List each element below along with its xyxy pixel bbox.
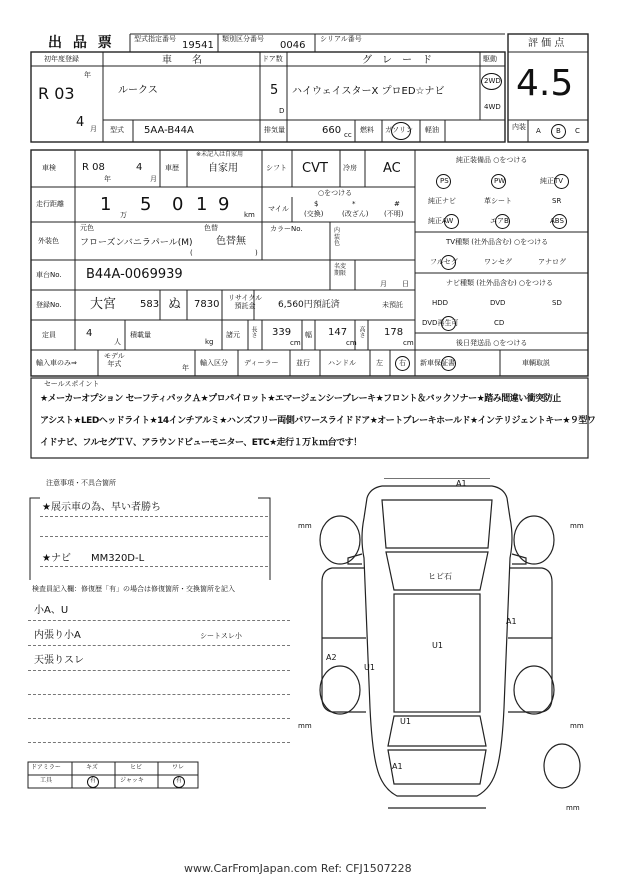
legend-tools: 工具	[40, 777, 53, 784]
inspector-rule-3	[28, 670, 290, 671]
sales-line-1: ★メーカーオプション セーフティパックＡ★プロパイロット★エマージェンシーブレーキ★フロント＆バックソナー★踏み間違い衝突防止	[40, 394, 561, 404]
name-change-label: 名変 期限	[334, 263, 347, 277]
mileage-label: 走行距離	[36, 200, 64, 208]
first-reg-month-suffix: 月	[90, 125, 97, 133]
import-label: 輸入車のみ⇒	[36, 359, 77, 367]
color-orig-label: 元色	[80, 224, 94, 232]
legend-door-mirror: ドアミラー	[31, 764, 61, 771]
navi-cd: CD	[494, 319, 505, 327]
interior-grade-circle	[551, 124, 566, 139]
registration-num2: 7830	[194, 299, 220, 310]
recycle-value: 6,560円預託済	[278, 300, 340, 310]
mileage-opt2-sym: *	[352, 200, 356, 208]
usage-label: 車歴	[165, 164, 179, 172]
light-oil-label: 軽油	[425, 126, 439, 134]
inspection-year-suffix: 年	[104, 175, 111, 183]
capacity-label: 定員	[42, 331, 56, 339]
inspector-rule-2	[28, 645, 290, 646]
equip-leather: 革シート	[484, 197, 512, 205]
inspector-rule-6	[28, 742, 290, 743]
registration-kana: ぬ	[168, 297, 182, 312]
color-code-value: 色替無	[216, 236, 246, 247]
diagram-mm-rr: mm	[570, 722, 584, 730]
equip-genuine-tv-circle	[554, 174, 569, 189]
drive-2wd: 2WD	[484, 77, 501, 85]
footer-watermark: www.CarFromJapan.com Ref: CFJ1507228	[184, 862, 412, 875]
mileage-digit-5: 9	[218, 194, 230, 215]
shift-value: CVT	[302, 161, 328, 176]
length-value: 339	[272, 327, 292, 338]
diagram-window-note: ヒビ石	[428, 572, 452, 581]
height-label: 高さ	[358, 326, 365, 338]
navi-dvd: DVD	[490, 299, 506, 307]
tv-fullseg: フルセグ	[430, 258, 458, 266]
diagram-right-a1: A1	[506, 617, 517, 626]
import-type-label: 輸入区分	[200, 359, 228, 367]
later-manual: 車輌取説	[522, 359, 550, 367]
car-name-label: 車 名	[162, 55, 202, 66]
capacity-unit: 人	[114, 338, 121, 346]
equip-ps-circle	[436, 174, 451, 189]
legend-tools-have: 有	[90, 777, 97, 784]
fuel-circle	[391, 122, 411, 140]
navi-type-label: ナビ種類 (社外品含む) ○をつける	[446, 279, 554, 287]
inspector-rule-4	[28, 694, 290, 695]
model-label: 型式	[110, 126, 124, 134]
equip-aw-circle	[444, 214, 459, 229]
inspection-era: R 08	[82, 162, 105, 173]
handle-label: ハンドル	[328, 359, 356, 367]
equip-pw-circle	[491, 174, 506, 189]
width-label: 幅	[305, 331, 312, 339]
diagram-left-u1: U1	[364, 663, 375, 672]
mileage-km: km	[244, 211, 255, 219]
fuel-value: ガソリン	[385, 126, 413, 134]
equip-sr: SR	[552, 197, 562, 205]
diagram-center-u1: U1	[432, 641, 443, 650]
mileage-circle-note: ○をつける	[318, 189, 353, 197]
equip-genuine-tv: 純正TV	[540, 177, 564, 185]
color-paren-close: )	[255, 249, 258, 257]
equip-abs-circle	[552, 214, 567, 229]
caution-line-2: ★ナビ MM320D-L	[42, 553, 145, 564]
inspection-month-suffix: 月	[150, 175, 157, 183]
disp-label: 排気量	[264, 126, 285, 134]
first-reg-year-suffix: 年	[84, 71, 91, 79]
inspection-label: 車検	[42, 164, 56, 172]
ac-label: 冷房	[343, 164, 357, 172]
width-unit: cm	[346, 339, 357, 347]
tv-fullseg-circle	[441, 255, 456, 270]
registration-place: 大宮	[90, 297, 117, 312]
mileage-digit-1: 1	[100, 194, 112, 215]
equip-genuine-navi: 純正ナビ	[428, 197, 456, 205]
mileage-digit-2: 5	[140, 194, 152, 215]
shift-label: シフト	[266, 164, 287, 172]
diagram-mm-spare: mm	[566, 804, 580, 812]
usage-note: ※未記入は自家用	[196, 151, 244, 158]
inspector-line-3: 天張りスレ	[34, 655, 84, 666]
handle-right-circle	[395, 356, 410, 371]
length-label: 長さ	[250, 326, 257, 338]
inspector-line-2b: シートスレ小	[200, 632, 242, 640]
diagram-mm-fr: mm	[570, 522, 584, 530]
name-change-month: 月	[380, 280, 387, 288]
caution-line-1: ★展示車の為、早い者勝ち	[42, 502, 161, 513]
navi-sd: SD	[552, 299, 562, 307]
navi-dvd-play: DVD再生可	[422, 319, 459, 327]
mileage-opt1-sym: $	[314, 200, 319, 208]
vehicle-diagram	[292, 478, 592, 818]
color-label: 外装色	[38, 237, 59, 245]
recycle-unpaid: 未預託	[382, 301, 403, 309]
registration-label: 登録No.	[36, 301, 62, 309]
caution-rule-3	[40, 566, 268, 567]
usage-value: 自家用	[208, 163, 238, 174]
legend-tools-circle	[87, 776, 99, 788]
later-warranty: 新車保証書	[420, 359, 455, 367]
chassis-value: B44A-0069939	[86, 267, 183, 282]
import-parallel: 並行	[296, 359, 310, 367]
interior-grade-c: C	[575, 127, 580, 135]
recycle-label: リサイクル 預託金	[228, 294, 263, 310]
serial-label: シリアル番号	[320, 35, 362, 43]
load-label: 積載量	[130, 331, 151, 339]
chassis-label: 車台No.	[36, 271, 62, 279]
first-reg-era: R 03	[38, 84, 75, 103]
equip-airbag: エアB	[490, 217, 509, 225]
model-value: 5AA-B44A	[144, 125, 194, 136]
navi-hdd: HDD	[432, 299, 449, 307]
model-cert-label: 型式指定番号	[134, 35, 176, 43]
diagram-top-a1: A1	[456, 479, 467, 488]
legend-crack: ヒビ	[130, 764, 143, 771]
legend-jack-have: 有	[176, 777, 183, 784]
color-code-label: 色替	[204, 224, 218, 232]
equip-pw: PW	[494, 177, 506, 185]
model-cert-value: 19541	[182, 40, 214, 51]
disp-value: 660	[322, 125, 342, 136]
tv-analog: アナログ	[538, 258, 566, 266]
later-warranty-circle	[441, 356, 456, 371]
color-paren-open: (	[190, 249, 193, 257]
disp-unit: cc	[344, 131, 352, 139]
grade-value: ハイウェイスターX プロED☆ナビ	[292, 86, 445, 97]
equip-abs: ABS	[550, 217, 564, 225]
interior-grade-b: B	[556, 127, 561, 135]
door-type: D	[279, 107, 285, 115]
inspector-rule-1	[28, 620, 290, 621]
height-unit: cm	[403, 339, 414, 347]
capacity-value: 4	[86, 328, 93, 339]
equip-genuine-aw: 純正AW	[428, 217, 454, 225]
import-dealer: ディーラー	[244, 359, 279, 367]
tv-oneseg: ワンセグ	[484, 258, 512, 266]
name-change-day: 日	[402, 280, 409, 288]
navi-dvd-play-circle	[441, 316, 456, 331]
mileage-digit-4: 1	[196, 194, 208, 215]
later-ship-label: 後日発送品 ○をつける	[456, 339, 528, 347]
first-reg-month: 4	[76, 115, 85, 130]
diagram-mm-rl: mm	[298, 722, 312, 730]
equip-ps: PS	[440, 177, 449, 185]
color-orig-value: フローズンバニラパール(M)	[80, 238, 193, 248]
legend-jack: ジャッキ	[120, 777, 144, 784]
caution-rule-2	[40, 536, 268, 537]
mileage-opt3-sym: #	[394, 200, 400, 208]
inspection-month: 4	[136, 162, 143, 173]
first-reg-label: 初年度登録	[44, 55, 79, 63]
inspector-line-2a: 内張り小A	[34, 630, 81, 641]
legend-broken: ワレ	[172, 764, 185, 771]
doors-value: 5	[270, 83, 279, 98]
drive-label: 駆動	[483, 55, 497, 63]
drive-4wd: 4WD	[484, 103, 501, 111]
registration-num1: 583	[140, 299, 160, 310]
mileage-mile-label: マイル	[268, 205, 289, 213]
mileage-opt1-label: (交換)	[304, 210, 324, 218]
diagram-rear-u1: U1	[400, 717, 411, 726]
inspector-line-1: 小A、U	[34, 605, 69, 616]
height-value: 178	[384, 327, 404, 338]
caution-label: 注意事項・不具合箇所	[46, 479, 116, 487]
diagram-bottom-a1: A1	[392, 762, 403, 771]
class-label: 類別区分番号	[222, 35, 264, 43]
tv-type-label: TV種類 (社外品含む) ○をつける	[446, 238, 549, 246]
mileage-digit-3: 0	[172, 194, 184, 215]
class-value: 0046	[280, 40, 306, 51]
dimension-label: 諸元	[226, 331, 240, 339]
score-value: 4.5	[516, 63, 574, 104]
handle-right: 右	[399, 359, 406, 367]
sales-line-3: イドナビ、フルセグＴＶ、アラウンドビューモニター、ETC★走行１万ｋｍ台です！	[40, 438, 362, 448]
ac-value: AC	[383, 161, 401, 176]
diagram-left-a2: A2	[326, 653, 337, 662]
legend-jack-circle	[173, 776, 185, 788]
equip-airbag-circle	[495, 214, 510, 229]
interior-grade-a: A	[536, 127, 541, 135]
doors-label: ドア数	[262, 55, 283, 63]
legend-scratch: キズ	[86, 764, 98, 771]
mileage-opt2-label: (改ざん)	[342, 210, 369, 218]
inspector-label: 検査員記入欄：修復歴「有」の場合は修復箇所・交換箇所を記入	[32, 585, 235, 593]
car-name-value: ルークス	[118, 85, 158, 96]
mileage-opt3-label: (不明)	[384, 210, 404, 218]
model-year-label: モデル 年式	[104, 352, 125, 368]
interior-label: 内装	[512, 123, 526, 131]
mileage-man: 万	[120, 211, 127, 219]
score-label: 評 価 点	[528, 38, 565, 49]
load-unit: kg	[205, 338, 214, 346]
color-no-label: カラーNo.	[270, 225, 303, 233]
genuine-equipment-label: 純正装備品 ○をつける	[456, 156, 528, 164]
inspector-rule-5	[28, 718, 290, 719]
sheet-title: 出 品 票	[48, 35, 115, 51]
caution-rule-1	[40, 516, 268, 517]
drive-2wd-circle	[481, 73, 502, 90]
width-value: 147	[328, 327, 348, 338]
sales-point-label: セールスポイント	[44, 380, 100, 388]
fuel-label: 燃料	[360, 126, 374, 134]
handle-left: 左	[376, 359, 383, 367]
sales-line-2: アシスト★LEDヘッドライト★14インチアルミ★ハンズフリー両側パワースライドドア★オートブレーキホールド★インテリジェントキー★９型ワ	[40, 416, 596, 426]
diagram-mm-fl: mm	[298, 522, 312, 530]
length-unit: cm	[290, 339, 301, 347]
interior-color-label: 内 装 色	[334, 227, 341, 248]
model-year-suffix: 年	[182, 364, 189, 372]
grade-label: グ レ ー ド	[362, 55, 432, 66]
